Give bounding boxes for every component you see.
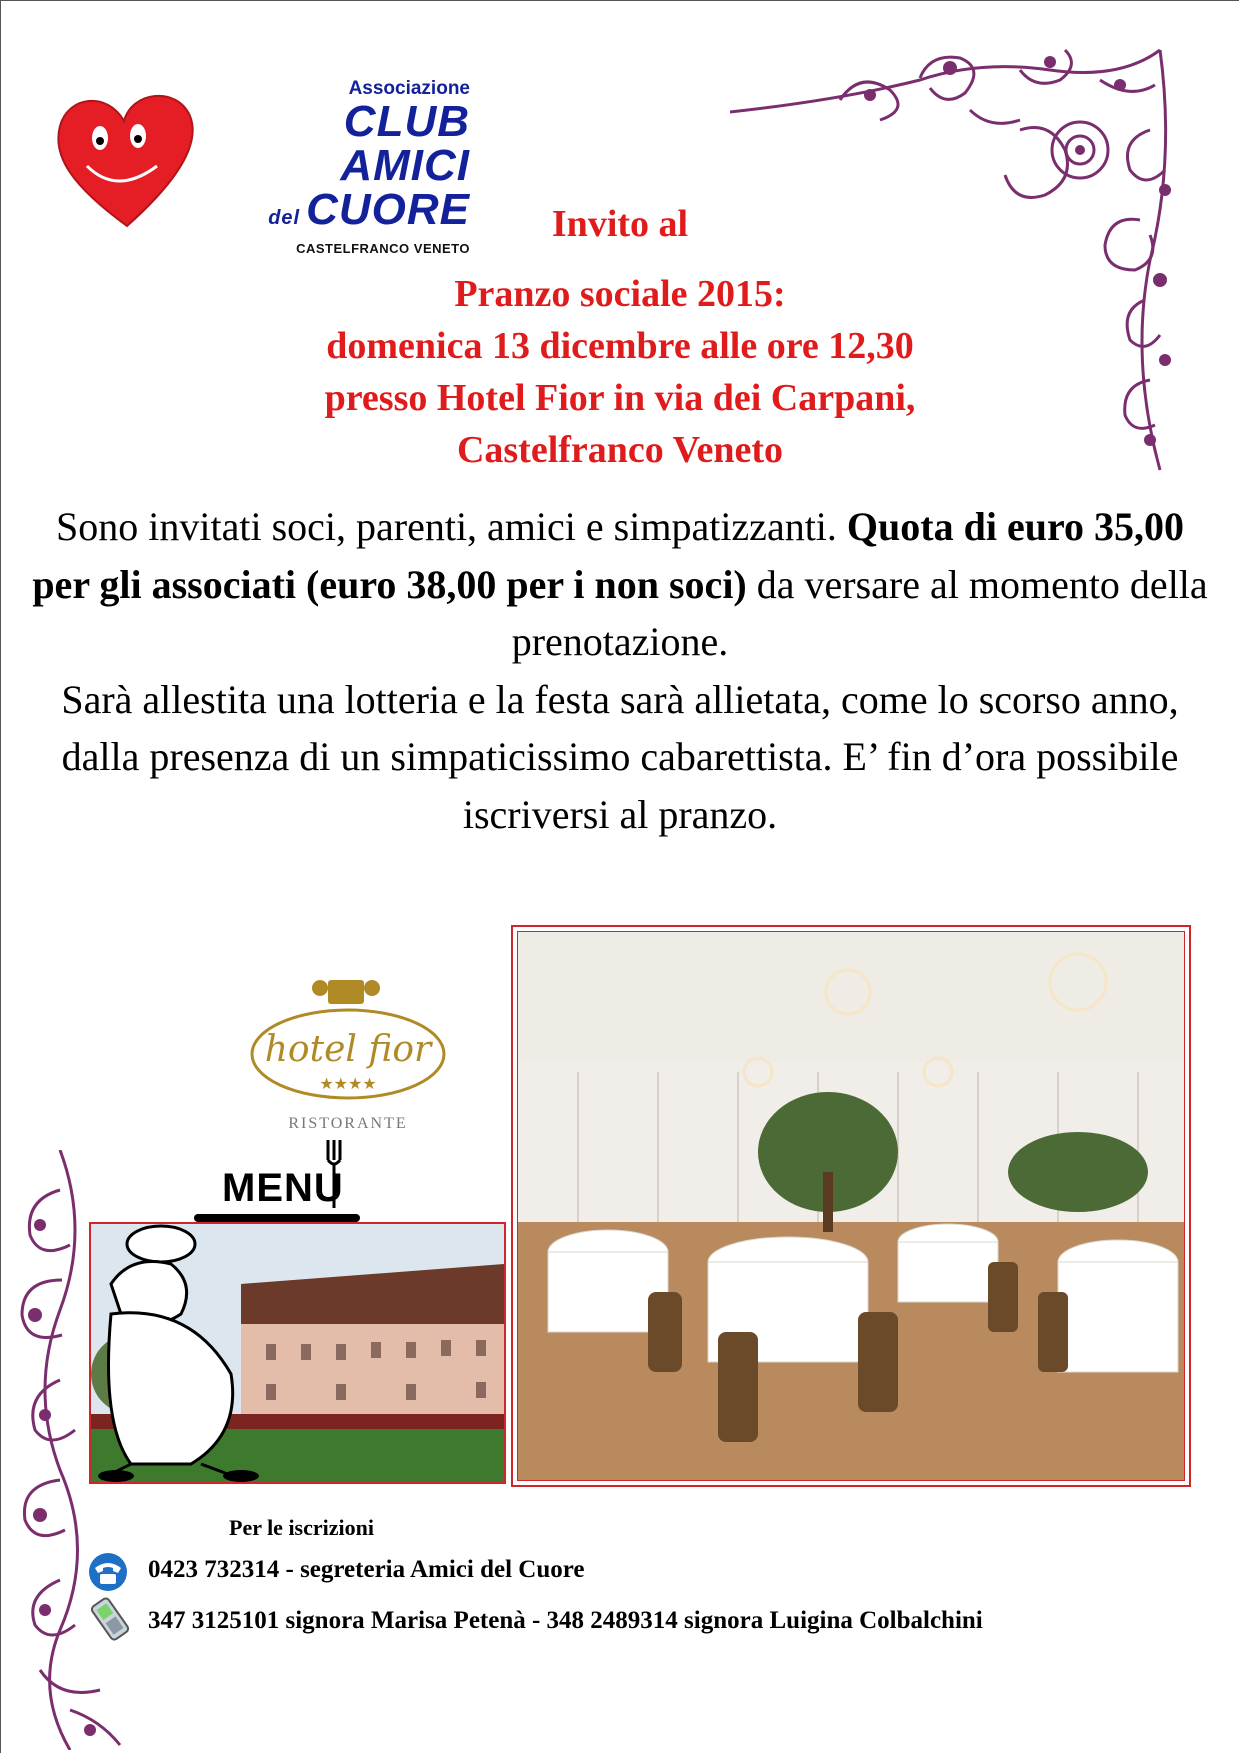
heart-logo-icon [52,86,202,236]
invite-city: Castelfranco Veneto [456,429,784,471]
invite-details [120,268,1120,476]
mobile-phone-icon [86,1595,134,1643]
hotel-exterior-photo [89,1222,506,1484]
invite-event: Pranzo sociale 2015: [454,273,786,315]
invite-venue: presso Hotel Fior in via dei Carpani, [324,377,916,419]
hotel-logo-stars: ★★★★ [319,1076,377,1093]
logo-city: CASTELFRANCO VENETO [296,241,470,256]
logo-amici: AMICI [340,141,470,190]
body-intro: Sono invitati soci, parenti, amici e simpatizzanti. [56,504,847,549]
registration-title: Per le iscrizioni [229,1515,374,1540]
telephone-icon [86,1552,130,1592]
hotel-logo-name: hotel fior [264,1029,432,1070]
logo-association: Associazione [348,78,470,99]
hotel-fior-logo [236,976,456,1136]
body-payment: da versare al momento della prenotazione. [511,561,1208,664]
dining-room-photo [511,925,1191,1487]
body-text [30,498,1210,843]
body-fee: Quota di euro 35,00 per gli associati (euro 38,00 per i non soci) [32,504,1184,607]
invite-date-time: domenica 13 dicembre alle ore 12,30 [326,325,914,367]
contact-phone: 0423 732314 - segreteria Amici del Cuore [148,1556,585,1583]
logo-club: CLUB [343,97,470,146]
menu-label: MENU [222,1166,344,1210]
invite-heading: Invito al [551,203,689,245]
body-lottery: Sarà allestita una lotteria e la festa sarà allietata, come lo scorso anno, dalla presenza di un simpaticissimo cabarettista. E’ fin d’ora possibile iscriversi al pranzo. [61,676,1179,837]
logo-cuore: CUORE [306,185,470,234]
contact-mobile: 347 3125101 signora Marisa Petenà - 348 2489314 signora Luigina Colbalchini [148,1607,983,1634]
hotel-logo-sub: RISTORANTE [288,1115,408,1132]
logo-del: del [268,207,301,229]
chef-tray [194,1214,360,1222]
